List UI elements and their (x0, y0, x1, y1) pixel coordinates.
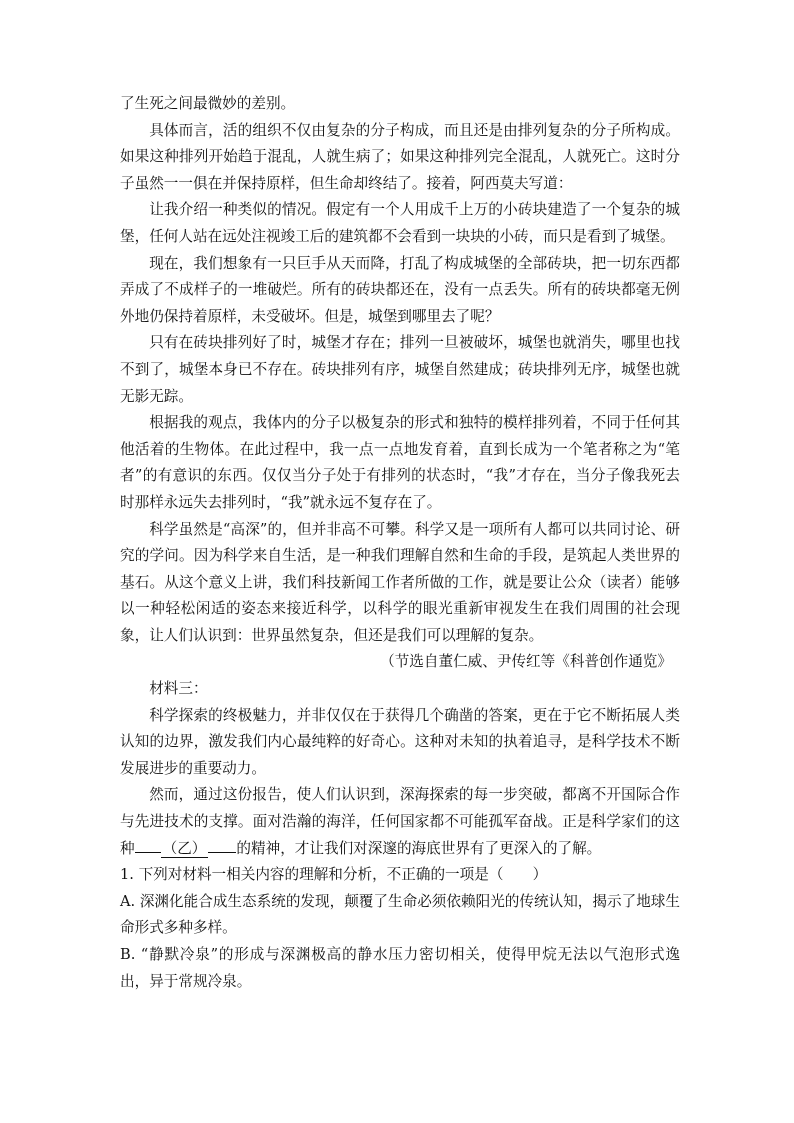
paragraph-6: 科学虽然是“高深”的，但并非高不可攀。科学又是一项所有人都可以共同讨论、研究的学问。因为科学来自生活，是一种我们理解自然和生命的手段，是筑起人类世界的基石。从这个意义上讲，我们科技新闻工作者所做的工作，就是要让公众（读者）能够以一种轻松闲适的姿态来接近科学，以科学的眼光重新审视发生在我们周围的社会现象，让人们认识到：世界虽然复杂，但还是我们可以理解的复杂。 (120, 520, 680, 644)
fill-blank-left (135, 836, 161, 852)
paragraph-3: 现在，我们想象有一只巨手从天而降，打乱了构成城堡的全部砖块，把一切东西都弄成了不成样子的一堆破烂。所有的砖块都还在，没有一点丢失。所有的砖块都毫无例外地仍保持着原样，未受破坏。但是，城堡到哪里去了呢？ (120, 254, 680, 325)
paragraph-0: 了生死之间最微妙的差别。 (120, 95, 296, 112)
paragraph-8-before: 然而，通过这份报告，使人们认识到，深海探索的每一步突破，都离不开国际合作与先进技术的支撑。面对浩瀚的海洋，任何国家都不可能孤军奋战。正是科学家们的这种 (120, 786, 680, 857)
material-3-heading: 材料三： (149, 680, 208, 698)
paragraph-2: 让我介绍一种类似的情况。假定有一个人用成千上万的小砖块建造了一个复杂的城堡，任何人站在远处注视竣工后的建筑都不会看到一块块的小砖，而只是看到了城堡。 (120, 201, 680, 245)
paragraph-8 (120, 782, 680, 862)
paragraph-7: 科学探索的终极魅力，并非仅仅在于获得几个确凿的答案，更在于它不断拓展人类认知的边界，激发我们内心最纯粹的好奇心。这种对未知的执着追寻，是科学技术不断发展进步的重要动力。 (120, 706, 680, 777)
paragraph-5: 根据我的观点，我体内的分子以极复杂的形式和独特的模样排列着，不同于任何其他活着的生物体。在此过程中，我一点一点地发育着，直到长成为一个笔者称之为“笔者”的有意识的东西。仅仅当分子处于有排列的状态时，“我”才存在，当分子像我死去时那样永远失去排列时，“我”就永远不复存在了。 (120, 414, 680, 511)
source-citation: （节选自董仁威、尹传红等《科普创作通览》 (380, 653, 672, 671)
question-stem: 1. 下列对材料一相关内容的理解和分析，不正确的一项是（ ） (120, 866, 548, 884)
paragraph-8-after: 的精神，才让我们对深邃的海底世界有了更深入的了解。 (236, 839, 602, 857)
document-page (120, 91, 680, 995)
option-b: B. “静默冷泉”的形成与深渊极高的静水压力密切相关，使得甲烷无法以气泡形式逸出，异于常规冷泉。 (120, 946, 680, 990)
fill-blank-mark: （乙） (162, 839, 207, 857)
fill-blank-right (208, 836, 236, 852)
paragraph-4: 只有在砖块排列好了时，城堡才存在；排列一旦被破坏，城堡也就消失，哪里也找不到了，城堡本身已不存在。砖块排列有序，城堡自然建成；砖块排列无序，城堡也就无影无踪。 (120, 334, 680, 405)
option-a: A. 深渊化能合成生态系统的发现，颠覆了生命必须依赖阳光的传统认知，揭示了地球生命形式多种多样。 (120, 892, 680, 937)
paragraph-1: 具体而言，活的组织不仅由复杂的分子构成，而且还是由排列复杂的分子所构成。如果这种排列开始趋于混乱，人就生病了；如果这种排列完全混乱，人就死亡。这时分子虽然一一俱在并保持原样，但生命却终结了。接着，阿西莫夫写道： (120, 121, 680, 192)
